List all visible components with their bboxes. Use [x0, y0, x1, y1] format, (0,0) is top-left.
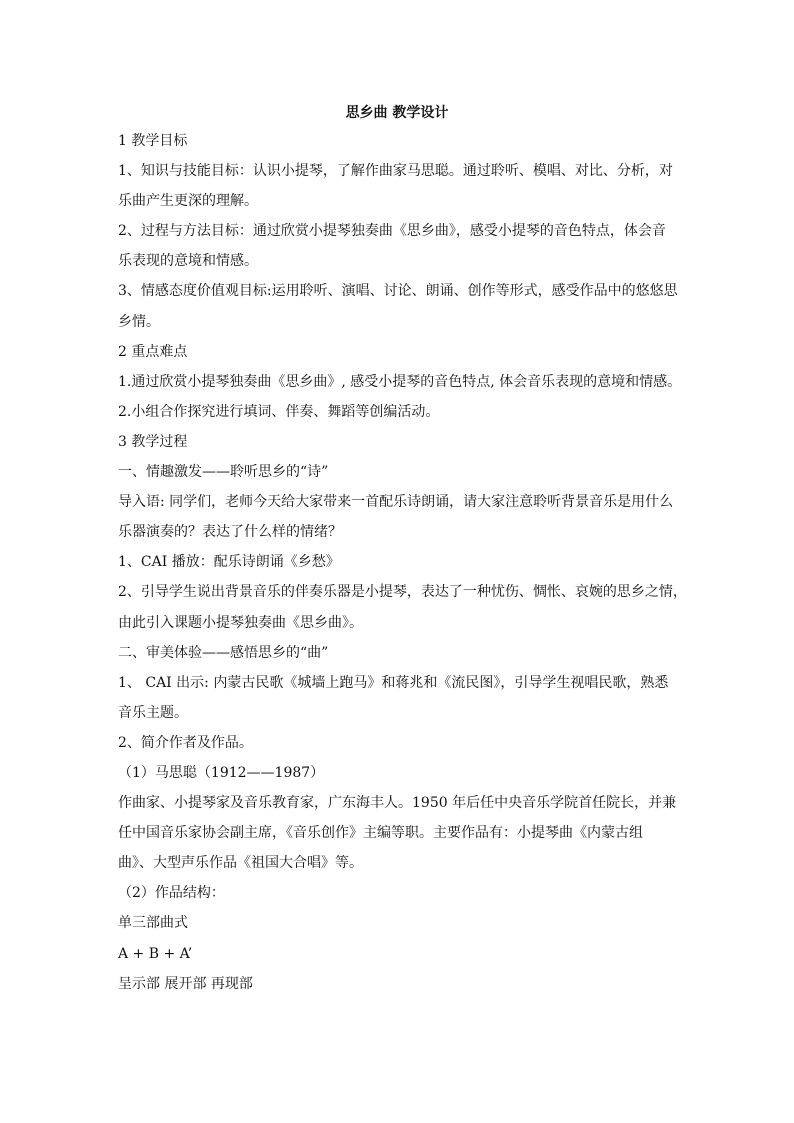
- paragraph-line: 1、CAI 播放：配乐诗朗诵《乡愁》: [118, 554, 340, 571]
- paragraph-line: （1）马思聪（1912——1987）: [118, 764, 325, 781]
- paragraph-line: 音乐主题。: [118, 704, 188, 721]
- paragraph-line: 任中国音乐家协会副主席，《音乐创作》主编等职。主要作品有：小提琴曲《内蒙古组: [118, 825, 643, 842]
- paragraph-line: 乐表现的意境和情感。: [118, 253, 258, 270]
- paragraph-line: 乐曲产生更深的理解。: [118, 193, 258, 210]
- paragraph-line: 导入语: 同学们，老师今天给大家带来一首配乐诗朗诵，请大家注意聆听背景音乐是用什么: [118, 494, 674, 511]
- paragraph-line: 2、简介作者及作品。: [118, 734, 253, 751]
- paragraph-line: 呈示部 展开部 再现部: [118, 975, 253, 992]
- paragraph-line: 1、知识与技能目标：认识小提琴，了解作曲家马思聪。通过聆听、模唱、对比、分析，对: [118, 163, 673, 180]
- paragraph-line: A + B + A’: [118, 945, 193, 962]
- paragraph-line: 由此引入课题小提琴独奏曲《思乡曲》。: [118, 614, 363, 631]
- paragraph-line: （2）作品结构：: [118, 885, 225, 902]
- paragraph-line: 作曲家、小提琴家及音乐教育家，广东海丰人。1950 年后任中央音乐学院首任院长，并兼: [118, 795, 677, 812]
- subsection-heading: 二、审美体验——感悟思乡的“曲”: [118, 644, 329, 661]
- paragraph-line: 1.通过欣赏小提琴独奏曲《思乡曲》, 感受小提琴的音色特点, 体会音乐表现的意境和情感。: [118, 373, 682, 390]
- section-heading-objectives: 1 教学目标: [118, 133, 188, 149]
- paragraph-line: 2.小组合作探究进行填词、伴奏、舞蹈等创编活动。: [118, 403, 440, 420]
- paragraph-line: 3、情感态度价值观目标:运用聆听、演唱、讨论、朗诵、创作等形式，感受作品中的悠悠思: [118, 283, 678, 300]
- document-title: 思乡曲 教学设计: [345, 105, 449, 121]
- subsection-heading: 一、情趣激发——聆听思乡的“诗”: [118, 464, 329, 481]
- document-body: [118, 131, 687, 1004]
- paragraph-line: 1、 CAI 出示: 内蒙古民歌《城墙上跑马》和蒋兆和《流民图》，引导学生视唱民歌，熟悉: [118, 674, 669, 691]
- paragraph-line: 乐器演奏的？表达了什么样的情绪？: [118, 524, 342, 541]
- paragraph-line: 曲》、大型声乐作品《祖国大合唱》等。: [118, 855, 363, 872]
- paragraph-line: 乡情。: [118, 313, 160, 330]
- paragraph-line: 2、引导学生说出背景音乐的伴奏乐器是小提琴，表达了一种忧伤、惆怅、哀婉的思乡之情，: [118, 584, 687, 601]
- section-heading-process: 3 教学过程: [118, 433, 188, 450]
- paragraph-line: 2、过程与方法目标：通过欣赏小提琴独奏曲《思乡曲》，感受小提琴的音色特点，体会音: [118, 223, 666, 240]
- paragraph-line: 单三部曲式: [118, 915, 188, 932]
- section-heading-key-points: 2 重点难点: [118, 343, 188, 360]
